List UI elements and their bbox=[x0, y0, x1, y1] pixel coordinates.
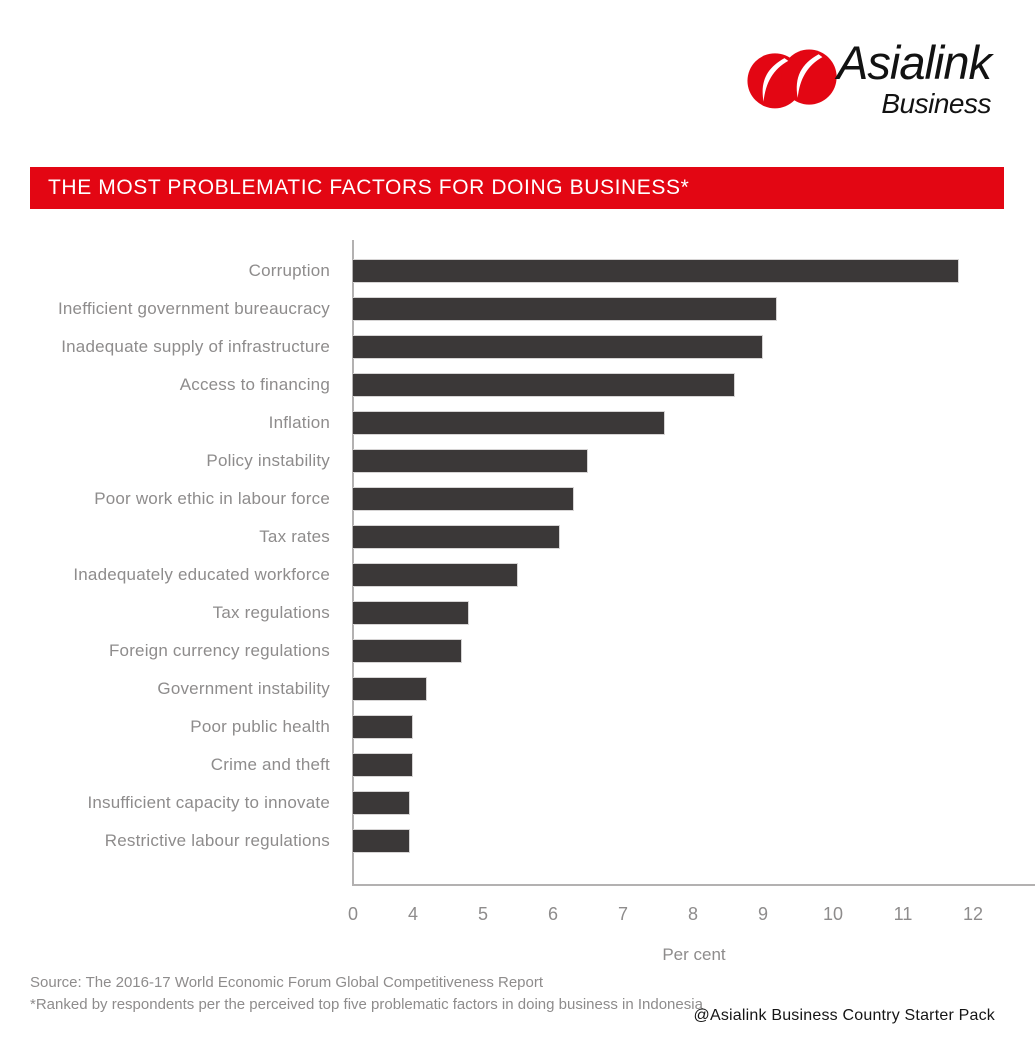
asialink-logo bbox=[745, 38, 991, 119]
x-tick-label: 10 bbox=[822, 904, 844, 924]
bar bbox=[353, 563, 518, 587]
logo-brand-text: Asialink bbox=[837, 36, 991, 89]
x-axis-line bbox=[352, 884, 1035, 886]
category-label: Poor work ethic in labour force bbox=[94, 489, 330, 508]
bar bbox=[353, 677, 427, 701]
category-label: Restrictive labour regulations bbox=[104, 831, 330, 850]
bar bbox=[353, 829, 410, 853]
credit-text: @Asialink Business Country Starter Pack bbox=[693, 1007, 995, 1024]
chart-row bbox=[0, 290, 1035, 328]
source-text: Source: The 2016-17 World Economic Forum Global Competitiveness Report bbox=[30, 974, 544, 991]
chart-row bbox=[0, 480, 1035, 518]
bar bbox=[353, 791, 410, 815]
category-label: Tax rates bbox=[259, 527, 330, 546]
x-tick-label: 8 bbox=[687, 904, 699, 924]
x-tick-label: 6 bbox=[547, 904, 559, 924]
bar bbox=[353, 525, 560, 549]
category-label: Tax regulations bbox=[212, 603, 330, 622]
x-tick-label: 12 bbox=[962, 904, 984, 924]
footnote-text: *Ranked by respondents per the perceived top five problematic factors in doing business in Indonesia bbox=[30, 996, 703, 1013]
chart-row bbox=[0, 556, 1035, 594]
x-axis-label: Per cent bbox=[662, 945, 726, 964]
asialink-circles-icon bbox=[745, 41, 841, 115]
chart-row bbox=[0, 404, 1035, 442]
logo-text bbox=[837, 38, 991, 119]
chart-row bbox=[0, 708, 1035, 746]
source-block bbox=[30, 972, 703, 1016]
category-label: Policy instability bbox=[206, 451, 330, 470]
category-label: Foreign currency regulations bbox=[108, 641, 330, 660]
category-label: Inadequate supply of infrastructure bbox=[61, 337, 330, 356]
chart-row bbox=[0, 784, 1035, 822]
x-tick-label: 0 bbox=[347, 904, 359, 924]
page-title: THE MOST PROBLEMATIC FACTORS FOR DOING BUSINESS* bbox=[48, 176, 690, 199]
bar bbox=[353, 335, 763, 359]
x-tick-label: 11 bbox=[893, 904, 913, 924]
category-label: Inefficient government bureaucracy bbox=[57, 299, 330, 318]
category-label: Crime and theft bbox=[210, 755, 330, 774]
bar bbox=[353, 601, 469, 625]
chart-row bbox=[0, 518, 1035, 556]
category-label: Access to financing bbox=[179, 375, 330, 394]
logo-sub-text: Business bbox=[881, 88, 991, 119]
x-axis-ticks bbox=[347, 904, 1035, 926]
x-tick-label: 7 bbox=[617, 904, 629, 924]
bar bbox=[353, 753, 413, 777]
chart-row bbox=[0, 252, 1035, 290]
category-label: Government instability bbox=[157, 679, 330, 698]
chart-row bbox=[0, 366, 1035, 404]
bar bbox=[353, 715, 413, 739]
title-banner bbox=[30, 167, 1004, 209]
chart-row bbox=[0, 670, 1035, 708]
chart-row bbox=[0, 632, 1035, 670]
category-label: Inflation bbox=[268, 413, 330, 432]
chart-row bbox=[0, 594, 1035, 632]
x-tick-label: 5 bbox=[477, 904, 489, 924]
category-label: Poor public health bbox=[190, 717, 330, 736]
bar bbox=[353, 373, 735, 397]
category-label: Corruption bbox=[248, 261, 330, 280]
bar bbox=[353, 259, 959, 283]
category-label: Inadequately educated workforce bbox=[73, 565, 330, 584]
bar bbox=[353, 411, 665, 435]
x-tick-label: 9 bbox=[757, 904, 769, 924]
bar-rows bbox=[0, 252, 1035, 860]
chart-row bbox=[0, 822, 1035, 860]
chart-row bbox=[0, 746, 1035, 784]
x-tick-label: 4 bbox=[407, 904, 419, 924]
bar bbox=[353, 639, 462, 663]
bar bbox=[353, 487, 574, 511]
bar bbox=[353, 297, 777, 321]
chart-row bbox=[0, 328, 1035, 366]
bar bbox=[353, 449, 588, 473]
chart-row bbox=[0, 442, 1035, 480]
category-label: Insufficient capacity to innovate bbox=[87, 793, 330, 812]
